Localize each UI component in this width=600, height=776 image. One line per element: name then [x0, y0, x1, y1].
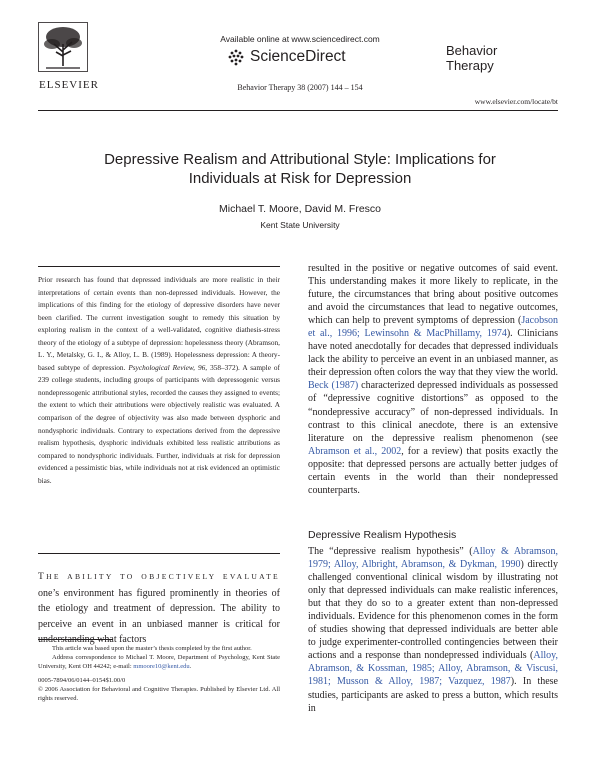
- sciencedirect-logo: [226, 45, 386, 73]
- abstract-text-2: , 358–372). A sample of 239 college students, including groups of participants with depressogenic versus nondepressogenic attributional styles, recorded the causes they assigned to events; the extent to which their attributions were objectively realistic was evaluated. A comparison of the degree of objectivity was also made between dysphoric and nondysphoric individuals. Contrary to expectations derived from the depressive realism hypothesis, dysphoric individuals exhibited less realistic attributions as compared to nondysphoric individuals. Further, individuals at risk for depression evidenced a pessimistic bias, while individuals not at risk evidenced an optimistic bias.: [38, 362, 280, 485]
- intro-paragraph: [38, 569, 280, 648]
- footnote-correspondence-text: Address correspondence to Michael T. Moore, Department of Psychology, Kent State University, Kent OH 44242; e-mail:: [38, 654, 280, 671]
- footnote-correspondence: [38, 653, 280, 671]
- abstract-bottom-divider: [38, 553, 280, 554]
- footnote-copyright: © 2006 Association for Behavioral and Cognitive Therapies. Published by Elsevier Ltd. All rights reserved.: [38, 685, 280, 703]
- footnote-issn: 0005-7894/06/0144–0154$1.00/0: [38, 676, 126, 684]
- abstract: [38, 274, 280, 487]
- sciencedirect-mark-icon: [226, 47, 246, 67]
- elsevier-tree-icon: [38, 22, 88, 72]
- citation-link[interactable]: Beck (1987): [308, 380, 359, 392]
- article-title-line2: Individuals at Risk for Depression: [188, 170, 412, 187]
- citation-link[interactable]: Alloy, Abramson, & Kossman, 1985; Alloy, Abramson, & Viscusi, 1981; Musson & Alloy, 1987; Vazquez, 1987: [308, 650, 558, 688]
- citation-link[interactable]: Jacobson et al., 1996; Lewinsohn & MacPhillamy, 1974: [308, 315, 558, 340]
- footnote-correspondence-end: .: [189, 663, 192, 671]
- abstract-text-1: Prior research has found that depressed individuals are more realistic in their interpretations of certain events than non-depressed individuals. However, the implications of this finding for the etiology of depressive disorders have never been clarified. The current investigation sought to remedy this situation by exploring realism in the context of a well-validated, cognitive diathesis-stress theory of the etiology of a subtype of depression: hopelessness theory (Abramson, L. Y., Metalsky, G. I., & Alloy, L. B. (1989). Hopelessness depression: A theory-based subtype of depression.: [38, 275, 280, 372]
- citation-link[interactable]: Alloy & Abramson, 1979; Alloy, Albright, Abramson, & Dykman, 1990: [308, 546, 558, 571]
- abstract-top-divider: [38, 266, 280, 267]
- publisher-name: ELSEVIER: [39, 79, 99, 91]
- body-paragraph: [308, 545, 558, 715]
- intro-text: one’s environment has figured prominently in theories of the etiology and treatment of depression. The ability to perceive an event in an unbiased manner is critical for understanding what factors: [38, 587, 280, 646]
- body-text: The “depressive realism hypothesis” (: [308, 546, 473, 557]
- header-divider: [38, 110, 558, 111]
- section-heading: Depressive Realism Hypothesis: [308, 529, 457, 541]
- body-paragraph: [308, 262, 558, 497]
- body-text-right-2: [308, 545, 558, 715]
- article-authors: Michael T. Moore, David M. Fresco: [218, 203, 382, 215]
- body-text: ). Clinicians have noted anecdotally for decades that depressed individuals lack the ability to perceive an event in an unbiased manner, as their depression often colors the way that they view the world.: [308, 328, 558, 379]
- body-text: ) directly challenged conventional clinical wisdom by illustrating not only that depressed individuals can make realistic inferences, but that they do so to a greater extent than non-depressed individuals. Evidence for this phenomenon comes in the form of studies showing that depressed individuals are better able to judge experimenter-controlled contingencies between their actions and a response than nondepressed individuals (: [308, 559, 559, 662]
- elsevier-logo: [38, 22, 100, 94]
- journal-citation: Behavior Therapy 38 (2007) 144 – 154: [237, 83, 363, 92]
- intro-lead: [38, 572, 280, 581]
- body-text-right-1: [308, 262, 558, 497]
- body-text: , for a review) that posits exactly the opposite: that depressed persons are actually better judges of certain events in the world than their nondepressed counterparts.: [308, 445, 559, 496]
- citation-link[interactable]: Abramson et al., 2002: [308, 445, 402, 457]
- author-email-link[interactable]: mmoore10@kent.edu: [133, 663, 190, 671]
- abstract-journal-ref: Psychological Review, 96: [128, 362, 206, 372]
- available-online-text: Available online at www.sciencedirect.com: [220, 34, 380, 44]
- intro-lead-initial: T: [38, 572, 47, 582]
- author-affiliation: Kent State University: [260, 220, 340, 230]
- journal-name: [446, 43, 556, 73]
- intro-lead-rest: HE ABILITY TO OBJECTIVELY EVALUATE: [46, 572, 280, 581]
- body-text: resulted in the positive or negative outcomes of said event. This understanding makes it more likely to replicate, in the future, the circumstances that bring about positive outcomes and avoid the circumstances that lead to negative outcomes, which can help to prevent symptoms of depression (: [308, 263, 558, 327]
- journal-name-line1: Behavior: [446, 43, 498, 58]
- footnotes: [38, 644, 280, 703]
- journal-name-line2: Therapy: [446, 58, 494, 73]
- article-title: [40, 150, 560, 188]
- sciencedirect-name: ScienceDirect: [250, 48, 346, 65]
- journal-url[interactable]: www.elsevier.com/locate/bt: [474, 97, 558, 106]
- footnote-divider: [38, 639, 113, 640]
- body-text: characterized depressed individuals as possessed of “depressive cognitive distortions” as opposed to the “nondepressive accuracy” of non-depressed individuals. In contrast to this clinical anecdote, there is an extensive literature on the depressive realism phenomenon (see: [308, 380, 558, 444]
- body-text: ). In these studies, participants are asked to press a button, which results in: [308, 676, 558, 714]
- footnote-thesis: This article was based upon the master’s thesis completed by the first author.: [52, 645, 252, 652]
- article-title-line1: Depressive Realism and Attributional Style: Implications for: [104, 151, 496, 168]
